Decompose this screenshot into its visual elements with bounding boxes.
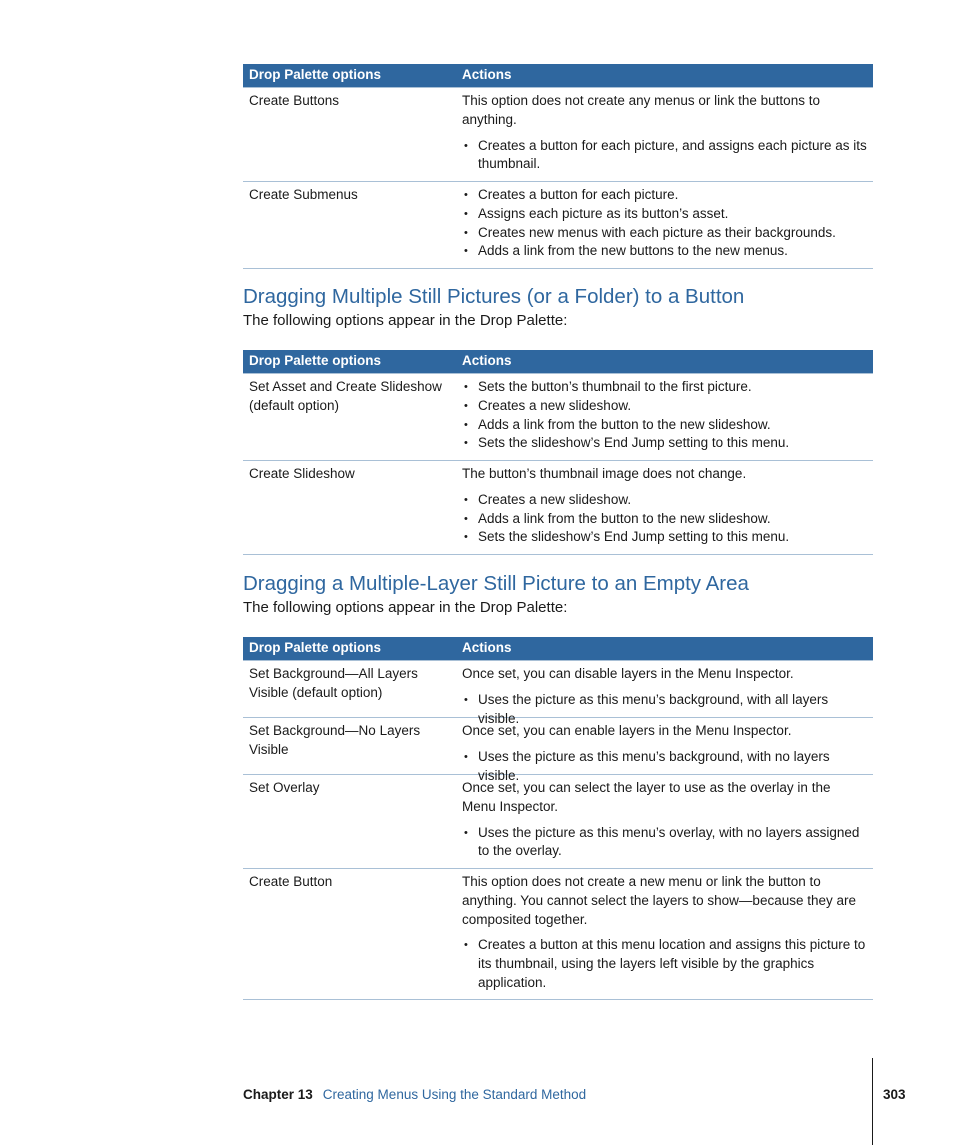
section-lead: The following options appear in the Drop Palette: (243, 312, 568, 329)
action-list (462, 186, 867, 261)
header-actions: Actions (462, 353, 512, 369)
page-number: 303 (883, 1087, 906, 1102)
action-list (462, 824, 867, 862)
action-list (462, 936, 867, 992)
action-item: • Sets the slideshow’s End Jump setting to this menu. (462, 528, 867, 547)
action-note: Once set, you can enable layers in the Menu Inspector. (462, 723, 792, 738)
table-header (243, 350, 873, 374)
table-header (243, 64, 873, 88)
action-item: • Adds a link from the button to the new slideshow. (462, 510, 867, 529)
action-list (462, 137, 867, 175)
option-cell: Set Overlay (249, 780, 320, 795)
header-options: Drop Palette options (249, 640, 382, 656)
option-cell: Set Background—All Layers Visible (default option) (249, 666, 418, 700)
action-note: Once set, you can disable layers in the Menu Inspector. (462, 666, 794, 681)
header-options: Drop Palette options (249, 67, 382, 83)
actions-cell (453, 665, 873, 726)
actions-cell (453, 873, 873, 991)
table-row (243, 88, 873, 182)
section-heading: Dragging a Multiple-Layer Still Picture to an Empty Area (243, 572, 749, 595)
table-row (243, 182, 873, 269)
action-list (462, 491, 867, 547)
option-cell: Create Submenus (249, 187, 358, 202)
action-note: This option does not create any menus or link the buttons to anything. (462, 93, 820, 127)
action-note: This option does not create a new menu or link the button to anything. You cannot select the layers to show—because they are composited together. (462, 874, 857, 927)
drop-palette-table-3 (243, 637, 873, 1000)
actions-cell (453, 722, 873, 783)
option-cell: Create Button (249, 874, 333, 889)
drop-palette-table-1 (243, 64, 873, 269)
action-item: • Creates a button at this menu location and assigns this picture to its thumbnail, using the layers left visible by the graphics application. (462, 936, 867, 992)
header-options: Drop Palette options (249, 353, 382, 369)
action-item: • Creates a new slideshow. (462, 397, 867, 416)
actions-cell (453, 92, 873, 173)
option-cell: Set Asset and Create Slideshow (default option) (249, 379, 442, 413)
drop-palette-table-2 (243, 350, 873, 555)
footer-divider (872, 1058, 873, 1145)
option-cell: Create Buttons (249, 93, 340, 108)
action-item: • Sets the button’s thumbnail to the first picture. (462, 378, 867, 397)
action-item: • Uses the picture as this menu’s overlay, with no layers assigned to the overlay. (462, 824, 867, 862)
option-cell: Set Background—No Layers Visible (249, 723, 421, 757)
table-row (243, 661, 873, 726)
option-cell: Create Slideshow (249, 466, 355, 481)
actions-cell (453, 186, 873, 260)
action-item: • Uses the picture as this menu’s background, with no layers visible. (462, 748, 867, 786)
action-list (462, 691, 867, 729)
table-row (243, 374, 873, 461)
actions-cell (453, 465, 873, 546)
actions-cell (453, 779, 873, 860)
table-header (243, 637, 873, 661)
action-item: • Sets the slideshow’s End Jump setting to this menu. (462, 434, 867, 453)
header-actions: Actions (462, 67, 512, 83)
section-lead: The following options appear in the Drop Palette: (243, 599, 568, 616)
action-note: Once set, you can select the layer to use as the overlay in the Menu Inspector. (462, 780, 831, 814)
actions-cell (453, 378, 873, 452)
table-row (243, 869, 873, 1000)
chapter-label: Chapter 13 (243, 1087, 313, 1102)
chapter-title: Creating Menus Using the Standard Method (322, 1087, 587, 1102)
header-actions: Actions (462, 640, 512, 656)
action-item: • Creates new menus with each picture as their backgrounds. (462, 224, 867, 243)
action-note: The button’s thumbnail image does not change. (462, 466, 747, 481)
action-item: • Creates a button for each picture. (462, 186, 867, 205)
table-row (243, 775, 873, 869)
page-footer (243, 1086, 586, 1104)
action-item: • Assigns each picture as its button’s asset. (462, 205, 867, 224)
action-item: • Creates a button for each picture, and assigns each picture as its thumbnail. (462, 137, 867, 175)
section-heading: Dragging Multiple Still Pictures (or a Folder) to a Button (243, 285, 745, 308)
action-list (462, 748, 867, 786)
action-item: • Uses the picture as this menu’s background, with all layers visible. (462, 691, 867, 729)
action-item: • Creates a new slideshow. (462, 491, 867, 510)
action-item: • Adds a link from the new buttons to the new menus. (462, 242, 867, 261)
action-item: • Adds a link from the button to the new slideshow. (462, 416, 867, 435)
table-row (243, 461, 873, 555)
action-list (462, 378, 867, 453)
